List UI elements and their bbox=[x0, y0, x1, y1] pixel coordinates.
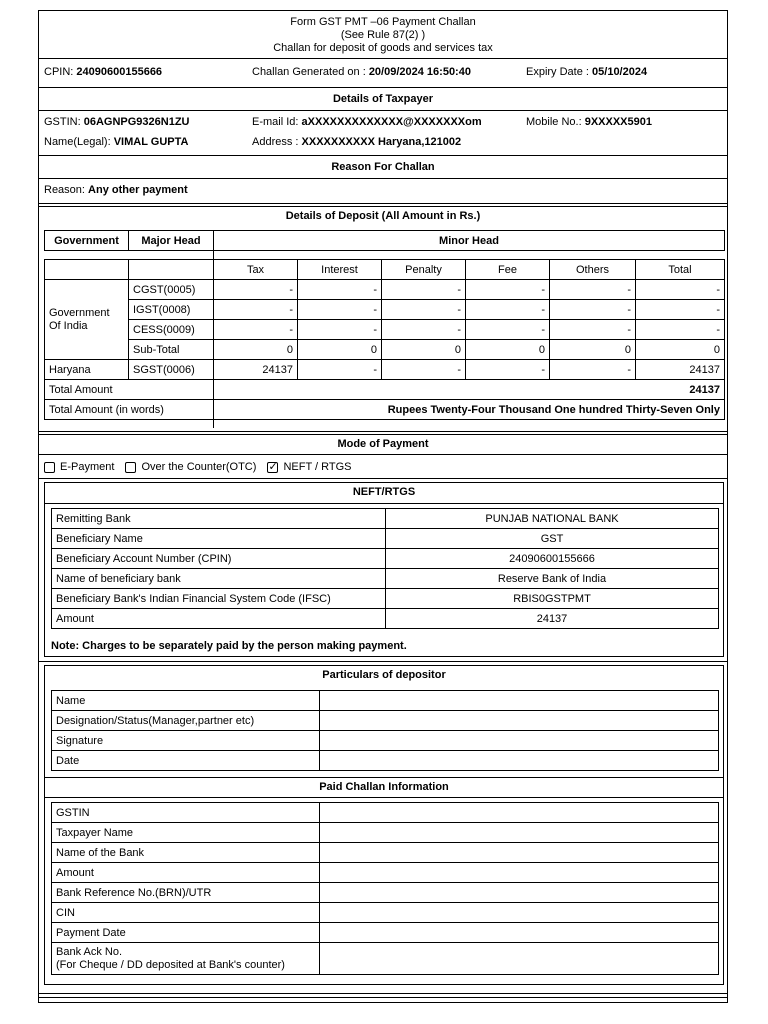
table-row: Remitting Bank PUNJAB NATIONAL BANK bbox=[52, 509, 719, 529]
col-government: Government bbox=[45, 231, 129, 251]
table-row: Haryana SGST(0006) 24137 - - - - 24137 bbox=[45, 360, 725, 380]
email: E-mail Id: aXXXXXXXXXXXXX@XXXXXXXom bbox=[252, 116, 482, 128]
challan-form bbox=[38, 10, 728, 1003]
table-row: Name of beneficiary bank Reserve Bank of India bbox=[52, 569, 719, 589]
form-rule: (See Rule 87(2) ) bbox=[340, 29, 426, 41]
col-interest: Interest bbox=[298, 260, 382, 280]
table-row: CIN bbox=[52, 903, 719, 923]
deposit-heading: Details of Deposit (All Amount in Rs.) bbox=[285, 210, 481, 222]
total-amount-label: Total Amount bbox=[45, 380, 214, 400]
total-amount: 24137 bbox=[214, 380, 725, 400]
table-row: Taxpayer Name bbox=[52, 823, 719, 843]
col-minor-head: Minor Head bbox=[214, 231, 725, 251]
depositor-heading: Particulars of depositor bbox=[322, 669, 446, 681]
deposit-table bbox=[44, 259, 725, 420]
challan-generated: Challan Generated on : 20/09/2024 16:50:40 bbox=[252, 66, 471, 78]
neft-rtgs-checkbox[interactable]: ✓ NEFT / RTGS bbox=[267, 461, 351, 473]
col-penalty: Penalty bbox=[382, 260, 466, 280]
table-row: Payment Date bbox=[52, 923, 719, 943]
payment-mode-heading: Mode of Payment bbox=[337, 438, 429, 450]
table-row: Beneficiary Name GST bbox=[52, 529, 719, 549]
paid-challan-table bbox=[51, 802, 719, 975]
checkbox-icon bbox=[44, 462, 55, 473]
payment-mode-options bbox=[44, 461, 352, 473]
depositor-table bbox=[51, 690, 719, 771]
expiry-date: Expiry Date : 05/10/2024 bbox=[526, 66, 648, 78]
col-total: Total bbox=[636, 260, 725, 280]
table-row: Beneficiary Account Number (CPIN) 24090600155666 bbox=[52, 549, 719, 569]
table-row: Amount 24137 bbox=[52, 609, 719, 629]
government-of-india: Government Of India bbox=[45, 280, 129, 360]
table-row: Government Of India CGST(0005) - - - - - - bbox=[45, 280, 725, 300]
neft-table bbox=[51, 508, 719, 629]
table-row: Bank Reference No.(BRN)/UTR bbox=[52, 883, 719, 903]
col-fee: Fee bbox=[466, 260, 550, 280]
reason: Reason: Any other payment bbox=[44, 184, 188, 196]
address: Address : XXXXXXXXXX Haryana,121002 bbox=[252, 136, 462, 148]
neft-heading: NEFT/RTGS bbox=[352, 486, 416, 498]
paid-challan-heading: Paid Challan Information bbox=[319, 781, 449, 793]
table-row: Date bbox=[52, 751, 719, 771]
table-row: Beneficiary Bank's Indian Financial System Code (IFSC) RBIS0GSTPMT bbox=[52, 589, 719, 609]
table-row: IGST(0008) - - - - - - bbox=[45, 300, 725, 320]
table-row: Name of the Bank bbox=[52, 843, 719, 863]
cpin: CPIN: 24090600155666 bbox=[44, 66, 163, 78]
epayment-checkbox[interactable]: E-Payment bbox=[44, 461, 114, 473]
table-row: CESS(0009) - - - - - - bbox=[45, 320, 725, 340]
total-words-label: Total Amount (in words) bbox=[45, 400, 214, 420]
form-title: Form GST PMT –06 Payment Challan bbox=[290, 16, 476, 28]
otc-checkbox[interactable]: Over the Counter(OTC) bbox=[125, 461, 256, 473]
depositor-name-field[interactable] bbox=[320, 691, 719, 711]
reason-heading: Reason For Challan bbox=[331, 161, 435, 173]
total-words: Rupees Twenty-Four Thousand One hundred Thirty-Seven Only bbox=[214, 400, 725, 420]
taxpayer-heading: Details of Taxpayer bbox=[332, 93, 434, 105]
col-others: Others bbox=[550, 260, 636, 280]
checkbox-icon bbox=[125, 462, 136, 473]
table-row bbox=[52, 943, 719, 975]
table-row: GSTIN bbox=[52, 803, 719, 823]
bank-ack-label: Bank Ack No. (For Cheque / DD deposited at Bank's counter) bbox=[52, 943, 320, 975]
table-row: Amount bbox=[52, 863, 719, 883]
gstin: GSTIN: 06AGNPG9326N1ZU bbox=[44, 116, 190, 128]
depositor-date-field[interactable] bbox=[320, 751, 719, 771]
deposit-head-table bbox=[44, 230, 725, 251]
neft-note: Note: Charges to be separately paid by the person making payment. bbox=[51, 640, 407, 652]
form-subtitle: Challan for deposit of goods and services tax bbox=[273, 42, 493, 54]
depositor-designation-field[interactable] bbox=[320, 711, 719, 731]
legal-name: Name(Legal): VIMAL GUPTA bbox=[44, 136, 189, 148]
haryana: Haryana bbox=[45, 360, 129, 380]
depositor-signature-field[interactable] bbox=[320, 731, 719, 751]
table-row: Sub-Total 0 0 0 0 0 0 bbox=[45, 340, 725, 360]
col-tax: Tax bbox=[214, 260, 298, 280]
table-row: Designation/Status(Manager,partner etc) bbox=[52, 711, 719, 731]
table-row: Signature bbox=[52, 731, 719, 751]
mobile: Mobile No.: 9XXXXX5901 bbox=[526, 116, 652, 128]
table-row: Name bbox=[52, 691, 719, 711]
col-major-head: Major Head bbox=[129, 231, 214, 251]
checkmark-icon bbox=[267, 462, 278, 473]
